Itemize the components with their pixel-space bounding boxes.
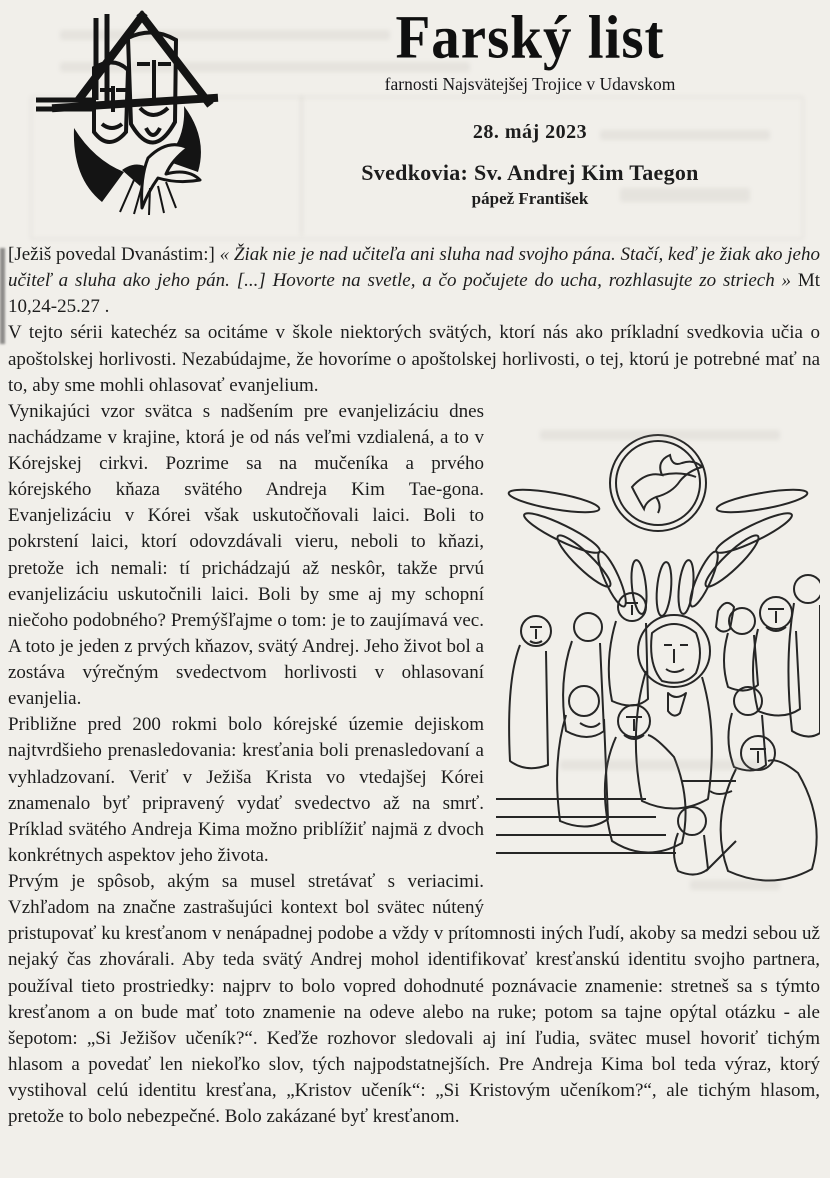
article-body [0, 238, 830, 1130]
pentecost-illustration [496, 401, 820, 893]
body-paragraph: Približne pred 200 rokmi bolo kórejské územie dejiskom najtvrdšieho prenasledovania: kresťania boli prenasledovaní a vyhladzovaní. Veriť v Ježiša Krista vo vtedajšej Kórei znamenalo byť pripravený vydať svedectvo až na smrť. Príklad svätého Andreja Kima možno priblížiť najmä z dvoch konkrétnych aspektov jeho života. [8, 714, 484, 866]
series-author: pápež František [471, 188, 589, 208]
scan-edge-artifact [0, 248, 5, 344]
holy-trinity-icon [36, 10, 241, 215]
newsletter-subtitle: farnosti Najsvätejšej Trojice v Udavskom [384, 73, 676, 94]
issue-date: 28. máj 2023 [472, 120, 588, 143]
body-paragraph: Vynikajúci vzor svätca s nadšením pre evanjelizáciu dnes nachádzame v krajine, ktorá je od nás veľmi vzdialená, a to v Kórejskej cirkvi. Pozrime sa na mučeníka a prvého kórejského kňaza svätého Andreja Kim Tae-gona. Evanjelizáciu v Kórei však uskutočňovali laici. Boli to pokrstení laici, ktorí odovzdávali vieru, neboli to kňazi, pretože ich nemali: tí prichádzajú až neskôr, takže prvú evanjelizáciu uskutočnili laici. Boli by sme aj my schopní niečoho podobného? Premýšľajme o tom: je to zaujímavá vec. A toto je jeden z prvých kňazov, svätý Andrej. Jeho život bol a zostáva výrečným svedectvom horlivosti v ohlasovaní evanjelia. [8, 400, 484, 710]
quote-text: « Žiak nie je nad učiteľa ani sluha nad svojho pána. Stačí, keď je žiak ako jeho učiteľ a sluha ako jeho pán. [...] Hovorte na svetle, a čo počujete do ucha, rozhlasujte zo striech » [8, 244, 820, 292]
quote-intro: [Ježiš povedal Dvanástim:] [8, 244, 215, 265]
body-paragraph: V tejto sérii katechéz sa ocitáme v škole niektorých svätých, ktorí nás ako príkladní svedkovia učia o apoštolskej horlivosti. Nezabúdajme, že hovoríme o apoštolskej horlivosti, o tej, ktorú je potrebné mať na to, aby sme mohli ohlasovať evanjelium. [8, 322, 820, 396]
series-heading: Svedkovia: Sv. Andrej Kim Taegon [361, 159, 699, 185]
header-text-block [250, 3, 810, 209]
newsletter-header [0, 0, 830, 238]
newsletter-title: Farský list [395, 3, 665, 72]
quote-reference: Mt 10,24-25.27 . [8, 270, 821, 318]
gospel-quote-paragraph [8, 242, 820, 320]
body-paragraph: Prvým je spôsob, akým sa musel stretávať s veriacimi. Vzhľadom na značne zastrašujúci kontext bol svätec nútený pristupovať ku kresťanom v nenápadnej podobe a vždy v prítomnosti iných ľudí, akoby sa medzi sebou už nejaký čas zhovárali. Aby teda svätý Andrej mohol identifikovať kresťanskú identitu svojho partnera, používal tieto prostriedky: najprv to bolo vopred dohodnuté poznávacie znamenie: stretneš sa s týmto kresťanom a on bude mať toto znamenie na odeve alebo na ruke; potom sa tajne opýtal otázku - ale šepotom: „Si Ježišov učeník?“. Keďže rozhovor sledovali aj iní ľudia, svätec musel hovoriť tichým hlasom a povedať len niekoľko slov, tých najpodstatnejších. Pre Andreja Kima bol teda výraz, ktorý vystihoval celú identitu kresťana, „Kristov učeník“: „Si Kristovým učeníkom?“, ale tichým hlasom, pretože to bolo nebezpečné. Bolo zakázané byť kresťanom. [8, 871, 820, 1128]
